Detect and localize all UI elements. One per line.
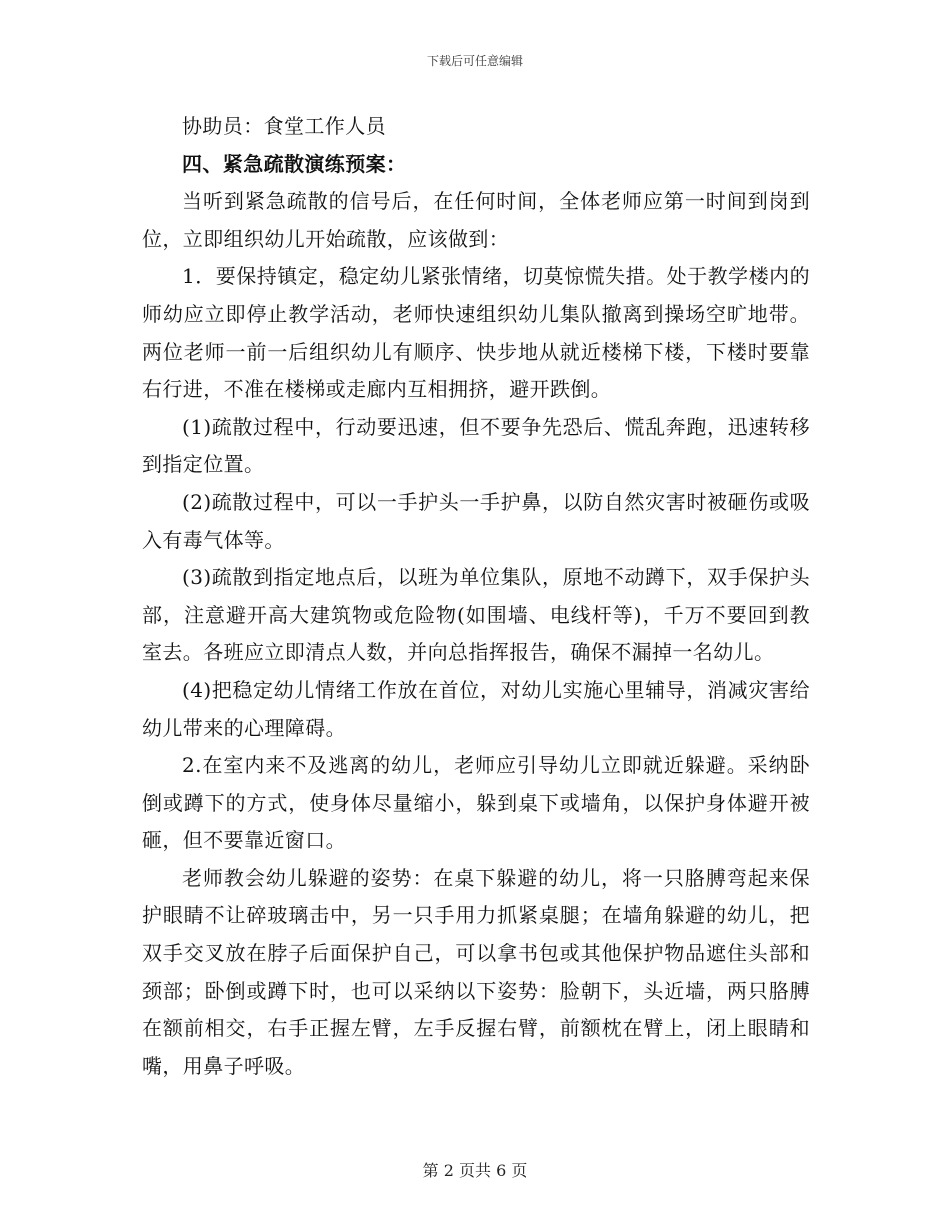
page-number: 第 2 页共 6 页 — [422, 1161, 528, 1180]
paragraph-subitem-1: (1)疏散过程中，行动要迅速，但不要争先恐后、慌乱奔跑，迅速转移到指定位置。 — [142, 414, 810, 477]
paragraph-assistant: 协助员：食堂工作人员 — [182, 114, 386, 138]
paragraph-posture: 老师教会幼儿躲避的姿势：在桌下躲避的幼儿，将一只胳膊弯起来保护眼睛不让碎玻璃击中，另一只手用力抓紧桌腿；在墙角躲避的幼儿，把双手交叉放在脖子后面保护自己，可以拿书包或其他保护物品遮住头部和颈部；卧倒或蹲下时，也可以采纳以下姿势：脸朝下，头近墙，两只胳膊在额前相交，右手正握左臂，左手反握右臂，前额枕在臂上，闭上眼睛和嘴，用鼻子呼吸。 — [142, 865, 810, 1078]
paragraph-item-1: 1．要保持镇定，稳定幼儿紧张情绪，切莫惊慌失措。处于教学楼内的师幼应立即停止教学活动，老师快速组织幼儿集队撤离到操场空旷地带。两位老师一前一后组织幼儿有顺序、快步地从就近楼梯下楼，下楼时要靠右行进，不准在楼梯或走廊内互相拥挤，避开跌倒。 — [142, 264, 810, 402]
paragraph-subitem-4: (4)把稳定幼儿情绪工作放在首位，对幼儿实施心里辅导，消减灾害给幼儿带来的心理障碍。 — [142, 677, 810, 740]
paragraph-subitem-2: (2)疏散过程中，可以一手护头一手护鼻，以防自然灾害时被砸伤或吸入有毒气体等。 — [142, 489, 810, 552]
document-body — [142, 108, 810, 1085]
page-header-note: 下载后可任意编辑 — [426, 54, 523, 68]
paragraph-subitem-3: (3)疏散到指定地点后，以班为单位集队，原地不动蹲下，双手保护头部，注意避开高大建筑物或危险物(如围墙、电线杆等)，千万不要回到教室去。各班应立即清点人数，并向总指挥报告，确保不漏掉一名幼儿。 — [142, 565, 810, 665]
paragraph-intro: 当听到紧急疏散的信号后，在任何时间，全体老师应第一时间到岗到位，立即组织幼儿开始疏散，应该做到： — [142, 189, 810, 251]
section-heading-evacuation: 四、紧急疏散演练预案： — [182, 151, 407, 176]
paragraph-item-2: 2.在室内来不及逃离的幼儿，老师应引导幼儿立即就近躲避。采纳卧倒或蹲下的方式，使身体尽量缩小，躲到桌下或墙角，以保护身体避开被砸，但不要靠近窗口。 — [142, 753, 810, 853]
